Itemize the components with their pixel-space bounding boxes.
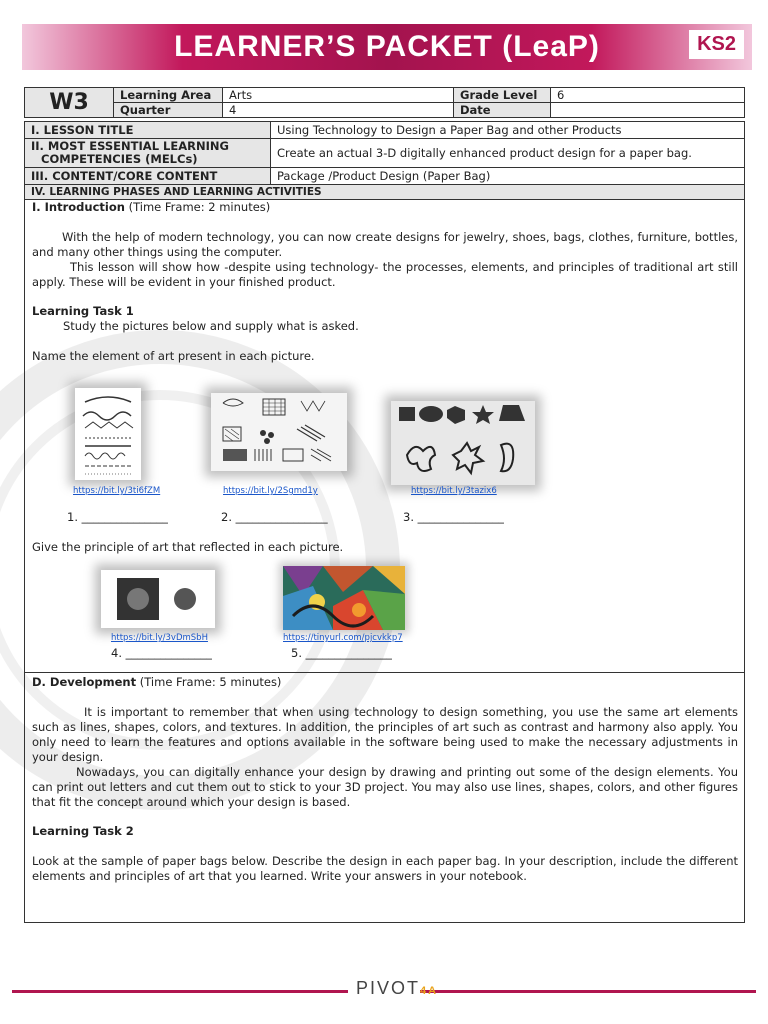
date-value — [551, 103, 745, 118]
week-cell: W3 — [25, 88, 114, 118]
picture-3-link[interactable]: https://bit.ly/3tazix6 — [411, 486, 497, 496]
header-banner — [22, 24, 752, 70]
learning-task-2-text: Look at the sample of paper bags below. Describe the design in each paper bag. In your description, include the different elements and principles of art that you learned. Write your answers in your notebook. — [32, 854, 738, 883]
melc-label — [25, 139, 271, 168]
textures-picture — [211, 393, 347, 471]
grade-level-value: 6 — [551, 88, 745, 103]
shapes-drawing — [391, 401, 535, 485]
quarter-value: 4 — [223, 103, 454, 118]
introduction-heading: I. Introduction — [32, 200, 125, 214]
learning-task-1-instruction: Study the pictures below and supply what is asked. — [63, 319, 359, 333]
lesson-title-value: Using Technology to Design a Paper Bag and other Products — [271, 122, 745, 139]
answer-blank-4: 4. _______________ — [111, 646, 212, 660]
picture-5-link[interactable]: https://tinyurl.com/pjcvkkp7 — [283, 633, 403, 643]
development-paragraph-2: Nowadays, you can digitally enhance your design by drawing and printing out some of the design elements. You can print out letters and cut them out to stick to your 3D project. You may also use lines, shapes, colors, and other figures that fit the concept around which your design is based. — [32, 765, 738, 809]
lesson-table — [24, 121, 745, 200]
pivot-brand: PIVOT — [356, 978, 421, 998]
contrast-drawing — [101, 570, 215, 628]
learning-task-1-question-1: Name the element of art present in each picture. — [32, 349, 315, 363]
learning-task-1-heading: Learning Task 1 — [32, 304, 134, 318]
date-label: Date — [454, 103, 551, 118]
packet-title: LEARNER’S PACKET (LeaP) — [174, 30, 600, 63]
harmony-painting — [283, 566, 405, 630]
introduction-timeframe: (Time Frame: 2 minutes) — [128, 200, 271, 214]
learning-activities-box — [24, 198, 745, 923]
development-timeframe: (Time Frame: 5 minutes) — [139, 675, 282, 689]
melc-value: Create an actual 3-D digitally enhanced product design for a paper bag. — [271, 139, 745, 168]
lines-drawing — [75, 388, 141, 480]
ks2-badge: KS2 — [689, 30, 744, 59]
content-value: Package /Product Design (Paper Bag) — [271, 168, 745, 185]
melc-label-line1: II. MOST ESSENTIAL LEARNING — [31, 139, 229, 153]
development-paragraph-1: It is important to remember that when using technology to design something, you use the same art elements such as lines, shapes, colors, and textures. In addition, the principles of art such as contrast and harmony also apply. You only need to learn the features and options available in the software being used to make the necessary adjustments in your design. — [32, 705, 738, 764]
answer-blank-2: 2. ________________ — [221, 510, 328, 524]
harmony-picture — [283, 566, 405, 630]
learning-task-2-heading: Learning Task 2 — [32, 824, 134, 838]
content-label: III. CONTENT/CORE CONTENT — [25, 168, 271, 185]
learning-task-1-question-2: Give the principle of art that reflected in each picture. — [32, 540, 344, 554]
answer-blank-3: 3. _______________ — [403, 510, 504, 524]
introduction-paragraph-2: This lesson will show how -despite using technology- the processes, elements, and principles of traditional art still apply. These will be evident in your finished product. — [32, 260, 738, 289]
section-divider — [25, 672, 744, 673]
melc-label-line2: COMPETENCIES (MELCs) — [41, 152, 198, 166]
picture-4-link[interactable]: https://bit.ly/3vDmSbH — [111, 633, 208, 643]
lesson-title-label: I. LESSON TITLE — [25, 122, 271, 139]
pivot-brand-mark: 4A — [420, 985, 439, 997]
phases-label: IV. LEARNING PHASES AND LEARNING ACTIVITIES — [25, 185, 745, 200]
introduction-paragraph-1: With the help of modern technology, you can now create designs for jewelry, shoes, bags, clothes, furniture, bottles, and many other things using the computer. — [32, 230, 738, 259]
answer-blank-5: 5. _______________ — [291, 646, 392, 660]
footer-line-left — [12, 990, 348, 993]
learning-area-label: Learning Area — [114, 88, 223, 103]
answer-blank-1: 1. _______________ — [67, 510, 168, 524]
development-heading-line — [32, 675, 281, 690]
picture-1-link[interactable]: https://bit.ly/3ti6fZM — [73, 486, 161, 496]
grade-level-label: Grade Level — [454, 88, 551, 103]
picture-2-link[interactable]: https://bit.ly/2Sgmd1y — [223, 486, 318, 496]
development-heading: D. Development — [32, 675, 137, 689]
lines-picture — [75, 388, 141, 480]
pivot-logo — [356, 978, 438, 999]
footer-line-right — [420, 990, 756, 993]
textures-drawing — [211, 393, 347, 471]
introduction-heading-line — [32, 200, 270, 215]
contrast-picture — [101, 570, 215, 628]
info-table — [24, 87, 745, 118]
quarter-label: Quarter — [114, 103, 223, 118]
shapes-picture — [391, 401, 535, 485]
learning-area-value: Arts — [223, 88, 454, 103]
